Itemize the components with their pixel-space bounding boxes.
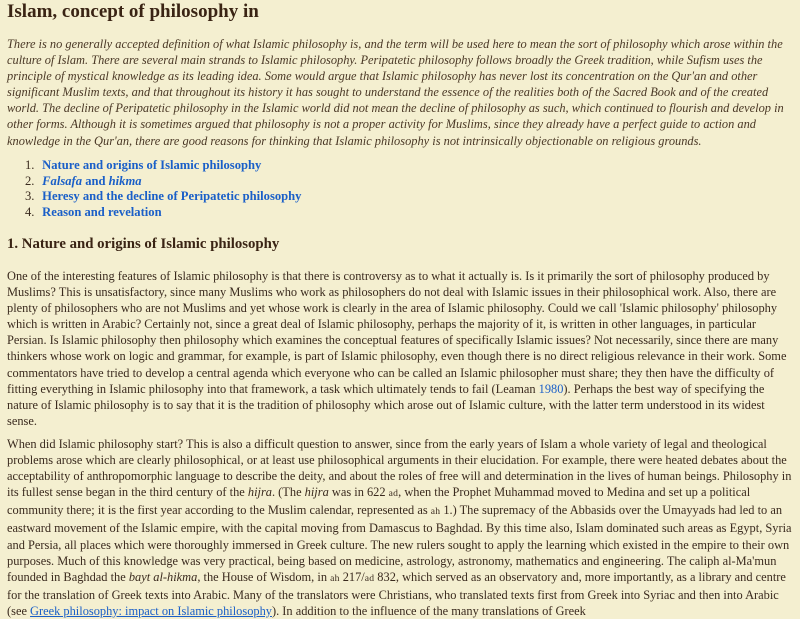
- toc-item: [25, 205, 301, 221]
- paragraph-text: . (The: [271, 485, 305, 500]
- toc-number: 2.: [25, 173, 35, 188]
- term-hijra: hijra: [304, 485, 329, 500]
- toc-link-reason-revelation[interactable]: Reason and revelation: [42, 204, 162, 219]
- body-paragraph-2: [7, 436, 797, 619]
- era-ah: ah: [330, 572, 340, 584]
- paragraph-text: , the House of Wisdom, in: [197, 569, 331, 584]
- era-ad: ad: [388, 488, 399, 500]
- term-bayt-al-hikma: bayt al-hikma: [128, 569, 198, 584]
- era-ad: ad: [364, 572, 375, 584]
- toc-link-falsafa-hikma[interactable]: [42, 174, 141, 188]
- toc-link-falsafa-term: Falsafa: [42, 173, 83, 188]
- toc-number: 1.: [25, 158, 35, 172]
- paragraph-text: 832, which served as an observatory and, more importantly, as a library and centre for the translation of Greek texts into Arabic. Many of the translators were Christians, who translated texts first from Greek into Syriac and then into Arabic (see: [7, 569, 786, 618]
- intro-abstract: There is no generally accepted definition of what Islamic philosophy is, and the term will be used here to mean the sort of philosophy which arose within the culture of Islam. There are several main strands to Islamic philosophy. Peripatetic philosophy follows broadly the Greek tradition, while Sufism uses the principle of mystical knowledge as its leading idea. Some would argue that Islamic philosophy has never lost its concentration on the Qur'an and other significant Muslim texts, and that throughout its history it has sought to understand the essence of the realities both of the Sacred Book and of the created world. The decline of Peripatetic philosophy in the Islamic world did not mean the decline of philosophy as such, which continued to flourish and develop in other forms. Although it is sometimes argued that philosophy is not a proper activity for Muslims, since they already have a perfect guide to action and knowledge in the Qur'an, there are good reasons for thinking that Islamic philosophy is not intrinsically objectionable on religious grounds.: [7, 37, 784, 148]
- paragraph-text: 217/: [339, 569, 365, 584]
- page-title: Islam, concept of philosophy in: [7, 1, 259, 22]
- toc-number: 4.: [25, 204, 35, 219]
- toc-item: [25, 189, 301, 205]
- toc-link-hikma-term: hikma: [108, 173, 142, 188]
- paragraph-text: 1.) The supremacy of the Abbasids over the Umayyads had led to an eastward movement of the Islamic empire, with the capital moving from Damascus to Baghdad. By this time also, Islam dominated such areas as Egypt, Syria and Persia, all places which were thoroughly immersed in Greek culture. The new rulers sought to apply the learning which existed in the empire to their own purposes. Much of this knowledge was very practical, being based on medicine, astrology, astronomy, mathematics and engineering. The caliph al-Ma'mun founded in Baghdad the: [7, 503, 792, 584]
- toc-item: [25, 174, 301, 190]
- table-of-contents: [25, 158, 301, 220]
- paragraph-text: One of the interesting features of Islamic philosophy is that there is controversy as to what it actually is. Is it primarily the sort of philosophy produced by Muslims? This is unsatisfactory, since many Muslims who work as philosophers do not deal with Islamic issues in their philosophical work. Also, there are plenty of philosophers who are not Muslims and yet whose work is clearly in the area of Islamic philosophy. Could we call 'Islamic philosophy' philosophy which is written in Arabic? Certainly not, since a great deal of Islamic philosophy, perhaps the majority of it, is written in other languages, in particular Persian. Is Islamic philosophy then philosophy which examines the conceptual features of specifically Islamic issues? Not necessarily, since there are many thinkers whose work on logic and grammar, for example, is part of Islamic philosophy, even though there is no direct religious relevance in their work. Some commentators have tried to develop a central agenda which everyone who can be called an Islamic philosopher must share; they then have the difficulty of fitting everything in Islamic philosophy into that framework, a task which ultimately tends to fail (Leaman: [7, 269, 787, 396]
- paragraph-text: , when the Prophet Muhammad moved to Medina and set up a political community there; it is the first year according to the Muslim calendar, represented as: [7, 485, 751, 518]
- toc-number: 3.: [25, 189, 35, 204]
- toc-link-and: and: [82, 173, 109, 188]
- paragraph-text: was in 622: [328, 485, 389, 500]
- crossref-link-greek-philosophy[interactable]: Greek philosophy: impact on Islamic philosophy: [30, 603, 272, 618]
- paragraph-text: ). Perhaps the best way of specifying the nature of Islamic philosophy is to say that it is the tradition of philosophy which arose out of Islamic culture, with the latter term understood in its widest sense.: [7, 381, 765, 428]
- body-paragraph-1: [7, 268, 797, 429]
- paragraph-text: ). In addition to the influence of the many translations of Greek: [271, 603, 586, 618]
- section-heading: 1. Nature and origins of Islamic philosophy: [7, 236, 280, 252]
- paragraph-text: When did Islamic philosophy start? This is also a difficult question to answer, since from the early years of Islam a whole variety of legal and theological problems arose which are clearly philosophical, or at least use philosophical arguments in their elucidation. For example, there were heated debates about the acceptability of anthropomorphic language to describe the deity, and about the roles of free will and determination in the lives of human beings. Philosophy in its fullest sense began in the third century of the: [7, 437, 792, 500]
- term-hijra: hijra: [247, 485, 272, 500]
- citation-link-1980[interactable]: 1980: [538, 381, 564, 396]
- toc-item: [25, 158, 301, 174]
- toc-link-heresy-decline[interactable]: Heresy and the decline of Peripatetic philosophy: [42, 189, 302, 204]
- toc-link-nature-origins[interactable]: Nature and origins of Islamic philosophy: [42, 158, 262, 172]
- era-ah: ah: [430, 506, 441, 518]
